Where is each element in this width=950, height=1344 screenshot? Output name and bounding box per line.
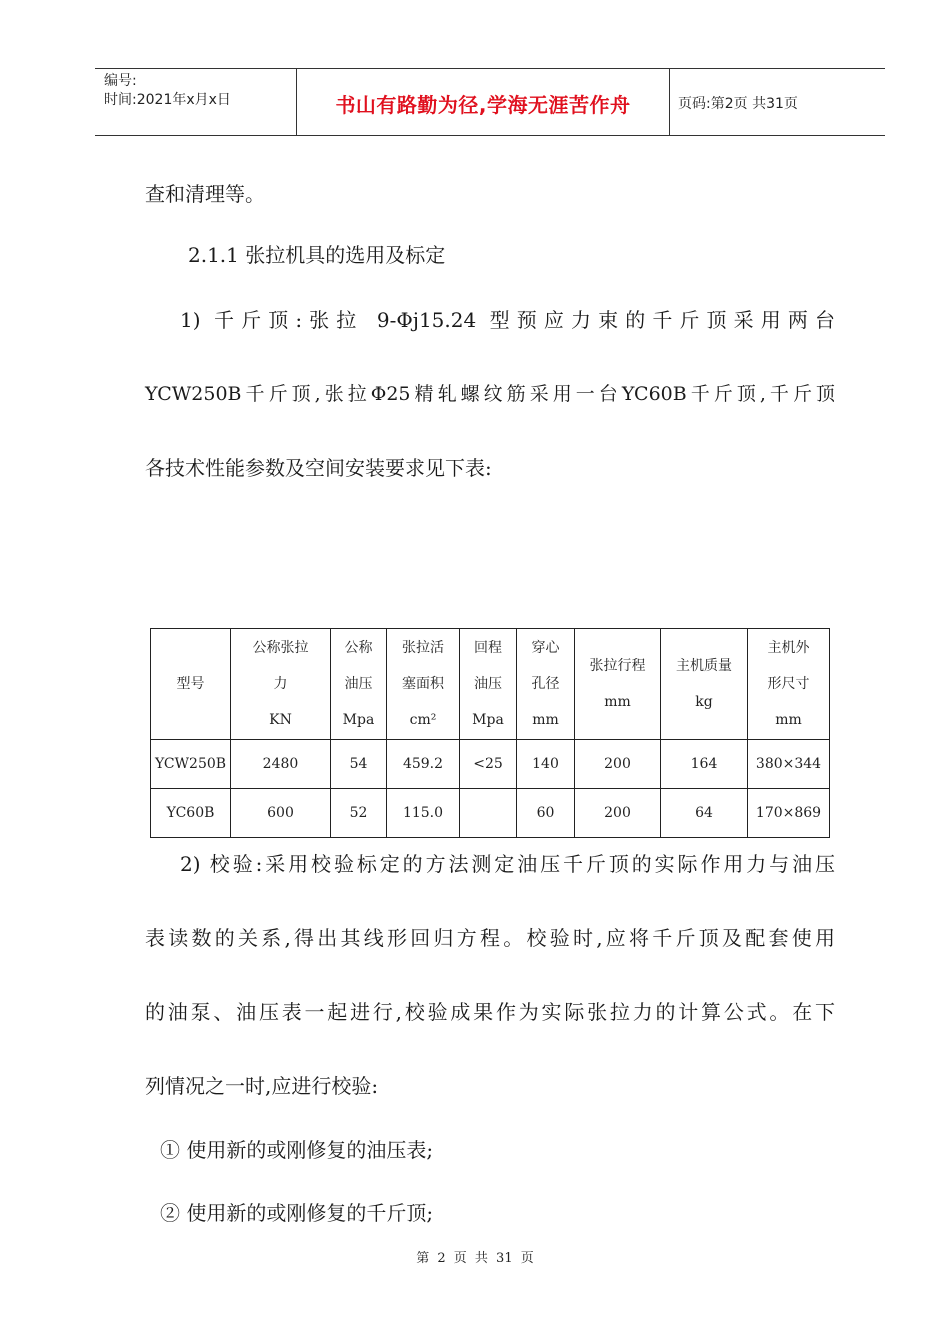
table-cell: 459.2: [387, 740, 460, 789]
table-row: [151, 740, 830, 789]
header-cell: 穿心 孔径 mm: [517, 629, 575, 740]
header-bottom-rule: [95, 135, 885, 136]
paragraph-calibration-line3: 的油泵、油压表一起进行,校验成果作为实际张拉力的计算公式。在下: [145, 1000, 835, 1024]
header-cell: 型号: [151, 629, 231, 740]
page-footer: 第 2 页 共 31 页: [416, 1251, 534, 1266]
paragraph-continuation: 查和清理等。: [145, 182, 265, 206]
paragraph-calibration-line4: 列情况之一时,应进行校验:: [145, 1074, 379, 1098]
list-item: ② 使用新的或刚修复的千斤顶;: [160, 1201, 434, 1225]
list-item: ① 使用新的或刚修复的油压表;: [160, 1138, 434, 1162]
jack-spec-table: [150, 628, 830, 838]
header-top-rule: [95, 68, 885, 69]
paragraph-jack-line1: 1) 千斤顶:张拉 9-Φj15.24 型预应力束的千斤顶采用两台: [180, 308, 835, 332]
table-cell: 64: [661, 789, 748, 838]
document-time-label: 时间:2021年x月x日: [104, 92, 231, 108]
header-divider-right: [669, 68, 670, 136]
table-cell: 115.0: [387, 789, 460, 838]
table-cell: 200: [575, 789, 661, 838]
table-cell: 380×344: [748, 740, 830, 789]
header-cell: 公称 油压 Mpa: [331, 629, 387, 740]
header-page-label: 页码:第2页 共31页: [678, 96, 798, 112]
table-cell: 200: [575, 740, 661, 789]
paragraph-jack-line2: YCW250B千斤顶,张拉Φ25精轧螺纹筋采用一台YC60B千斤顶,千斤顶: [145, 383, 835, 405]
table-cell: [460, 789, 517, 838]
table-cell: 2480: [231, 740, 331, 789]
paragraph-calibration-line1: 2) 校验:采用校验标定的方法测定油压千斤顶的实际作用力与油压: [180, 852, 835, 876]
header-cell: 张拉活 塞面积 cm²: [387, 629, 460, 740]
table-cell: <25: [460, 740, 517, 789]
header-meta: [104, 72, 231, 110]
header-cell: 张拉行程 mm: [575, 629, 661, 740]
table-cell: 54: [331, 740, 387, 789]
table-cell: YCW250B: [151, 740, 231, 789]
header-cell: 公称张拉 力 KN: [231, 629, 331, 740]
table-cell: 140: [517, 740, 575, 789]
table-cell: 164: [661, 740, 748, 789]
section-heading: 2.1.1 张拉机具的选用及标定: [188, 243, 446, 267]
table-row: [151, 789, 830, 838]
header-cell: 主机质量 kg: [661, 629, 748, 740]
table-cell: 170×869: [748, 789, 830, 838]
table-header-row: [151, 629, 830, 740]
header-motto: 书山有路勤为径,学海无涯苦作舟: [335, 93, 631, 117]
header-cell: 回程 油压 Mpa: [460, 629, 517, 740]
table-cell: 600: [231, 789, 331, 838]
paragraph-jack-line3: 各技术性能参数及空间安装要求见下表:: [145, 456, 492, 480]
document-number-label: 编号:: [104, 73, 137, 89]
table-cell: 52: [331, 789, 387, 838]
paragraph-calibration-line2: 表读数的关系,得出其线形回归方程。校验时,应将千斤顶及配套使用: [145, 926, 835, 950]
header-cell: 主机外 形尺寸 mm: [748, 629, 830, 740]
table-cell: 60: [517, 789, 575, 838]
table-cell: YC60B: [151, 789, 231, 838]
